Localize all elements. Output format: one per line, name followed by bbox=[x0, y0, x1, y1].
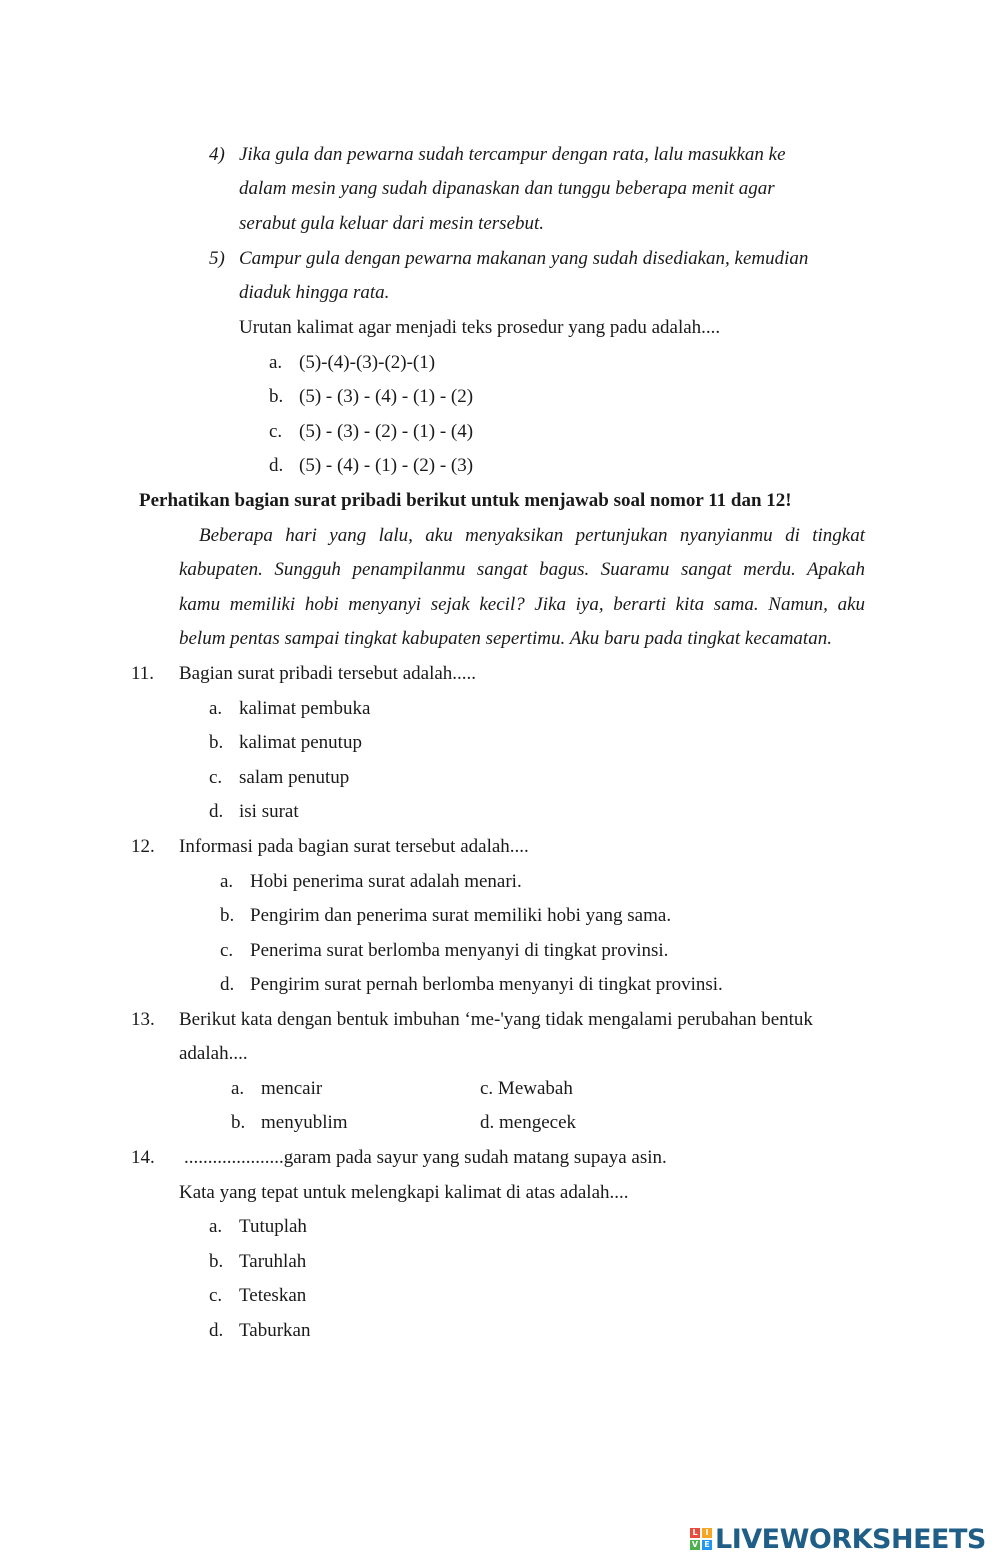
mark-letter: I bbox=[702, 1528, 712, 1538]
option-letter: a. bbox=[209, 698, 223, 719]
option-text[interactable]: Pengirim dan penerima surat memiliki hobi yang sama. bbox=[250, 905, 672, 926]
letter-paragraph-line: kabupaten. Sungguh penampilanmu sangat bagus. Suaramu sangat merdu. Apakah bbox=[179, 559, 865, 580]
option-letter: b. bbox=[209, 1251, 224, 1272]
option-letter: c. bbox=[209, 767, 223, 788]
step-text-line: Jika gula dan pewarna sudah tercampur dengan rata, lalu masukkan ke bbox=[239, 144, 786, 165]
step-text-line: diaduk hingga rata. bbox=[239, 282, 390, 303]
letter-paragraph-line: belum pentas sampai tingkat kabupaten sepertimu. Aku baru pada tingkat kecamatan. bbox=[179, 628, 832, 649]
option-letter: b. bbox=[220, 905, 235, 926]
option-letter: d. bbox=[209, 1320, 224, 1341]
option-text[interactable]: Penerima surat berlomba menyanyi di tingkat provinsi. bbox=[250, 940, 669, 961]
option-text[interactable]: (5)-(4)-(3)-(2)-(1) bbox=[299, 352, 436, 373]
option-text[interactable]: Taruhlah bbox=[239, 1251, 307, 1272]
question-prompt: Urutan kalimat agar menjadi teks prosedur yang padu adalah.... bbox=[239, 317, 721, 338]
option-letter: b. bbox=[209, 732, 224, 753]
question-text: Informasi pada bagian surat tersebut adalah.... bbox=[179, 836, 529, 857]
step-text-line: Campur gula dengan pewarna makanan yang sudah disediakan, kemudian bbox=[239, 248, 809, 269]
question-number: 12. bbox=[131, 836, 155, 857]
option-letter: d. bbox=[269, 455, 284, 476]
mark-letter: L bbox=[690, 1528, 700, 1538]
step-number: 4) bbox=[209, 144, 225, 165]
option-text[interactable]: mencair bbox=[261, 1078, 323, 1099]
option-letter: a. bbox=[209, 1216, 223, 1237]
option-letter: c. bbox=[269, 421, 283, 442]
option-text[interactable]: menyublim bbox=[261, 1112, 348, 1133]
question-text: Berikut kata dengan bentuk imbuhan ‘me-'yang tidak mengalami perubahan bentuk bbox=[179, 1009, 813, 1030]
liveworksheets-mark-icon bbox=[690, 1528, 712, 1550]
logo-text: LIVEWORKSHEETS bbox=[715, 1523, 986, 1555]
step-text-line: dalam mesin yang sudah dipanaskan dan tunggu beberapa menit agar bbox=[239, 178, 775, 199]
option-letter: b. bbox=[269, 386, 284, 407]
option-text[interactable]: Pengirim surat pernah berlomba menyanyi di tingkat provinsi. bbox=[250, 974, 723, 995]
option-text[interactable]: c. Mewabah bbox=[480, 1078, 573, 1099]
letter-paragraph-line: Beberapa hari yang lalu, aku menyaksikan pertunjukan nyanyianmu di tingkat bbox=[199, 525, 865, 546]
option-text[interactable]: Taburkan bbox=[239, 1320, 311, 1341]
question-number: 13. bbox=[131, 1009, 155, 1030]
option-text[interactable]: Teteskan bbox=[239, 1285, 307, 1306]
mark-letter: E bbox=[702, 1540, 712, 1550]
mark-letter: V bbox=[691, 1540, 699, 1549]
option-text[interactable]: salam penutup bbox=[239, 767, 350, 788]
question-text: adalah.... bbox=[179, 1043, 248, 1064]
letter-paragraph-line: kamu memiliki hobi menyanyi sejak kecil? Jika iya, berarti kita sama. Namun, aku bbox=[179, 594, 865, 615]
question-text: Kata yang tepat untuk melengkapi kalimat di atas adalah.... bbox=[179, 1182, 629, 1203]
option-text[interactable]: (5) - (3) - (4) - (1) - (2) bbox=[299, 386, 474, 407]
option-letter: c. bbox=[220, 940, 234, 961]
option-letter: b. bbox=[231, 1112, 246, 1133]
liveworksheets-logo bbox=[690, 1522, 986, 1556]
step-text-line: serabut gula keluar dari mesin tersebut. bbox=[239, 213, 545, 234]
question-number: 11. bbox=[131, 663, 155, 684]
option-letter: a. bbox=[231, 1078, 245, 1099]
option-text[interactable]: (5) - (3) - (2) - (1) - (4) bbox=[299, 421, 474, 442]
option-letter: d. bbox=[209, 801, 224, 822]
question-number: 14. bbox=[131, 1147, 155, 1168]
step-number: 5) bbox=[209, 248, 225, 269]
option-text[interactable]: Tutuplah bbox=[239, 1216, 307, 1237]
section-heading: Perhatikan bagian surat pribadi berikut untuk menjawab soal nomor 11 dan 12! bbox=[139, 490, 792, 511]
option-text[interactable]: kalimat penutup bbox=[239, 732, 362, 753]
question-text: .....................garam pada sayur yang sudah matang supaya asin. bbox=[184, 1147, 667, 1168]
option-letter: a. bbox=[220, 871, 234, 892]
option-text[interactable]: (5) - (4) - (1) - (2) - (3) bbox=[299, 455, 474, 476]
option-text[interactable]: Hobi penerima surat adalah menari. bbox=[250, 871, 522, 892]
option-text[interactable]: d. mengecek bbox=[480, 1112, 577, 1133]
option-text[interactable]: isi surat bbox=[239, 801, 299, 822]
option-text[interactable]: kalimat pembuka bbox=[239, 698, 371, 719]
option-letter: a. bbox=[269, 352, 283, 373]
option-letter: c. bbox=[209, 1285, 223, 1306]
option-letter: d. bbox=[220, 974, 235, 995]
question-text: Bagian surat pribadi tersebut adalah..... bbox=[179, 663, 477, 684]
